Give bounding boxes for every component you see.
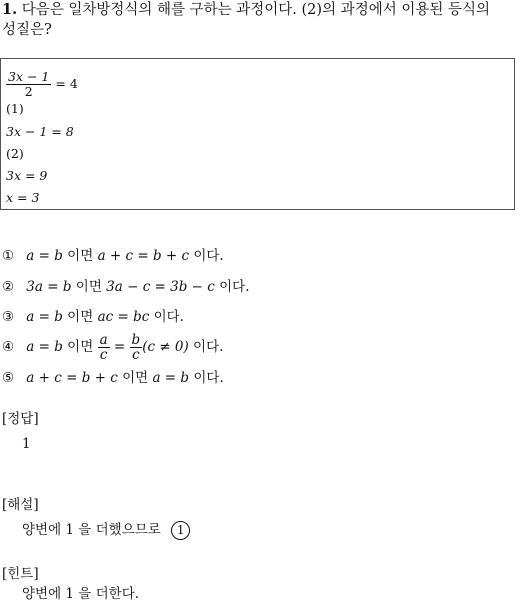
choice-text: 이다. bbox=[188, 339, 224, 355]
box-equation-0 bbox=[6, 70, 78, 99]
choice-math: (c ≠ 0) bbox=[142, 339, 189, 355]
fraction-numerator: 3x − 1 bbox=[8, 69, 50, 84]
choice-marker: ⑤ bbox=[2, 370, 15, 386]
choice-math: a = b bbox=[26, 309, 63, 325]
choice-text: 이면 bbox=[117, 370, 153, 386]
choice-text: 이다. bbox=[189, 248, 224, 264]
choice-math: a + c = b + c bbox=[26, 370, 118, 386]
fraction bbox=[98, 333, 110, 362]
answer-value: 1 bbox=[22, 436, 31, 452]
fraction-denominator: c bbox=[132, 347, 140, 363]
choice-text: 이면 bbox=[71, 279, 107, 295]
box-equation-3: x = 3 bbox=[6, 190, 40, 205]
box-step-1: (1) bbox=[6, 101, 24, 116]
explanation-body bbox=[22, 520, 190, 540]
box-step-2: (2) bbox=[6, 146, 24, 161]
hint-label: [힌트] bbox=[2, 566, 39, 582]
choice-text: 이면 bbox=[62, 339, 98, 355]
choice-text: 이다. bbox=[189, 370, 224, 386]
equation-rest: = 4 bbox=[55, 76, 78, 91]
choice-marker: ③ bbox=[2, 309, 15, 325]
choice-math: a = b bbox=[152, 370, 190, 386]
choice-text: 이다. bbox=[149, 309, 184, 325]
fraction-numerator: b bbox=[131, 332, 141, 348]
circled-number-icon: 1 bbox=[171, 521, 190, 540]
choice-math: 3a − c = 3b − c bbox=[106, 279, 215, 295]
solution-box bbox=[0, 58, 515, 210]
answer-label: [정답] bbox=[2, 411, 39, 427]
choice-math: a + c = b + c bbox=[97, 248, 190, 264]
fraction-denominator: c bbox=[99, 347, 108, 363]
choice-text: 이면 bbox=[62, 248, 98, 264]
explanation-text: 양변에 1 을 더했으므로 bbox=[22, 522, 161, 538]
choice-1[interactable] bbox=[2, 247, 224, 265]
choice-2[interactable] bbox=[2, 278, 250, 296]
choice-3[interactable] bbox=[2, 308, 184, 326]
question-line-2: 성질은? bbox=[2, 22, 52, 38]
box-equation-2: 3x = 9 bbox=[6, 168, 48, 183]
fraction bbox=[130, 333, 143, 362]
fraction-denominator: 2 bbox=[24, 84, 33, 99]
fraction-numerator: a bbox=[99, 332, 108, 348]
choice-math: 3a = b bbox=[26, 279, 72, 295]
choice-text: 이다. bbox=[214, 279, 250, 295]
question-number: 1. bbox=[2, 1, 18, 18]
question-text-1: 다음은 일차방정식의 해를 구하는 과정이다. (2)의 과정에서 이용된 등식의 bbox=[21, 2, 490, 18]
box-equation-1: 3x − 1 = 8 bbox=[6, 124, 74, 139]
choice-4[interactable] bbox=[2, 332, 223, 362]
question-line-1 bbox=[2, 0, 490, 20]
choice-marker: ① bbox=[2, 248, 15, 264]
hint-text: 양변에 1 을 더한다. bbox=[22, 586, 140, 602]
fraction bbox=[6, 70, 51, 99]
choice-marker: ④ bbox=[2, 339, 15, 355]
choice-marker: ② bbox=[2, 279, 15, 295]
choice-math: = bbox=[109, 339, 130, 355]
choice-math: a = b bbox=[26, 248, 63, 264]
choice-math: a = b bbox=[26, 339, 63, 355]
choice-text: 이면 bbox=[62, 309, 98, 325]
explanation-label: [해설] bbox=[2, 497, 39, 513]
choice-math: ac = bc bbox=[97, 309, 150, 325]
choice-5[interactable] bbox=[2, 369, 224, 387]
